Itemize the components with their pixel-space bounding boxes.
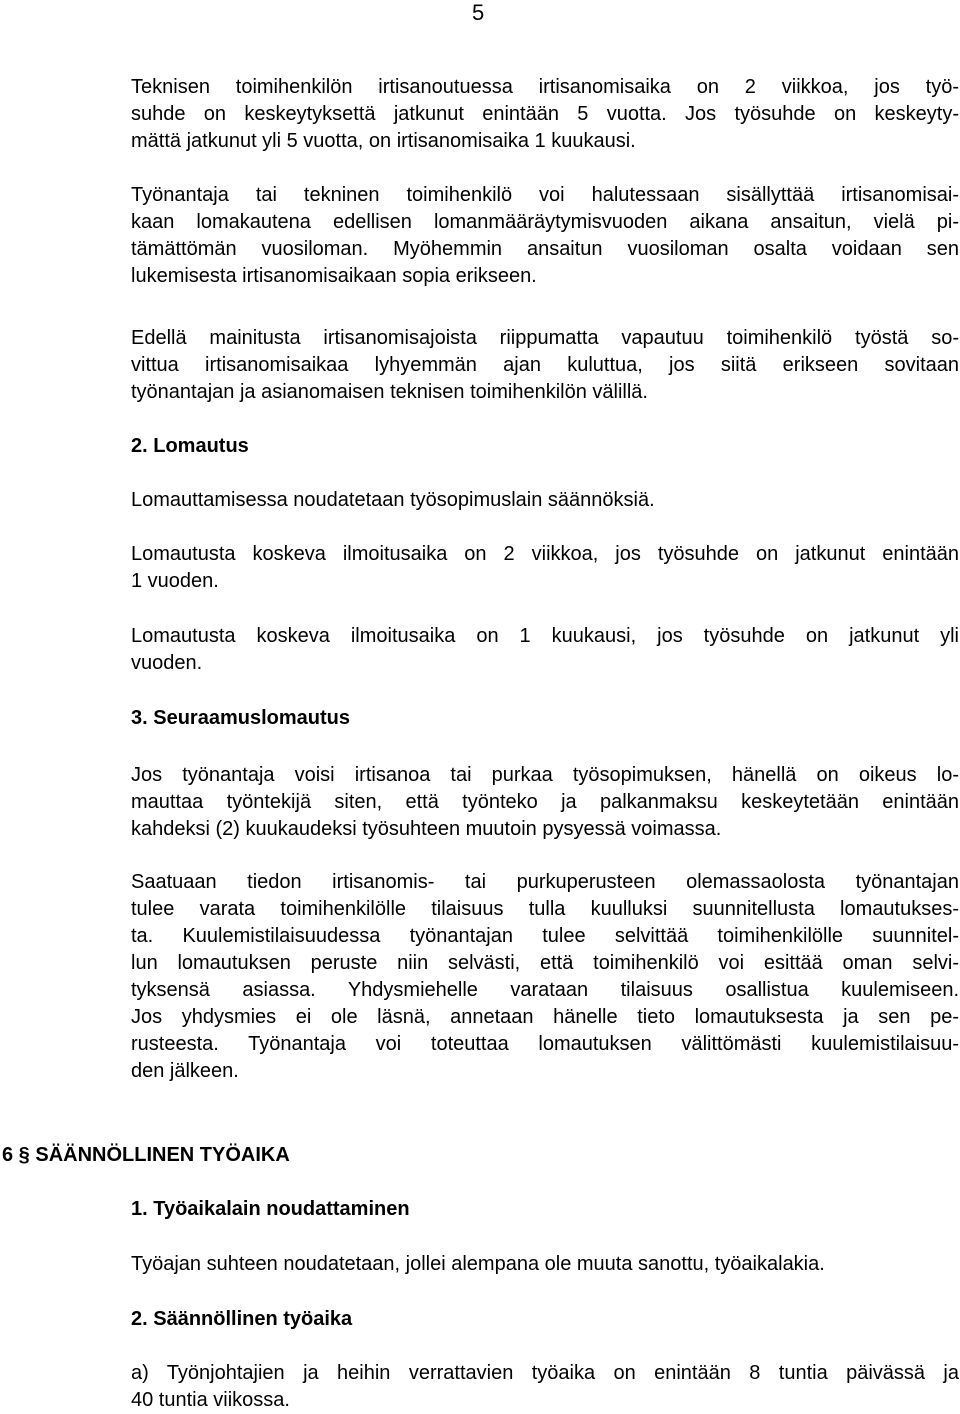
paragraph-hearing — [131, 869, 959, 1085]
paragraph-working-hours-act — [131, 1251, 959, 1278]
text-line: Saatuaan tiedon irtisanomis- tai purkuperusteen olemassaolosta työnantajan — [131, 871, 959, 893]
section-heading-6: 6 § SÄÄNNÖLLINEN TYÖAIKA — [2, 1144, 290, 1166]
text-line: mauttaa työntekijä siten, että työnteko ja palkanmaksu keskeytetään enintään — [131, 791, 959, 813]
page-number: 5 — [472, 0, 485, 25]
heading-tyoaikalain-noudattaminen: 1. Työaikalain noudattaminen — [131, 1198, 410, 1220]
text-line: lukemisesta irtisanomisaikaan sopia erikseen. — [131, 265, 537, 287]
text-line: Jos työnantaja voisi irtisanoa tai purkaa työsopimuksen, hänellä on oikeus lo- — [131, 764, 959, 786]
heading-lomautus: 2. Lomautus — [131, 435, 249, 457]
text-line: 1 vuoden. — [131, 570, 219, 592]
text-line: vittua irtisanomisaikaa lyhyemmän ajan kuluttua, jos siitä erikseen sovitaan — [131, 354, 959, 376]
text-line: a) Työnjohtajien ja heihin verrattavien työaika on enintään 8 tuntia päivässä ja — [131, 1362, 959, 1384]
text-line: Työajan suhteen noudatetaan, jollei alempana ole muuta sanottu, työaikalakia. — [131, 1253, 825, 1275]
text-line: den jälkeen. — [131, 1060, 239, 1082]
text-line: suhde on keskeytyksettä jatkunut enintään 5 vuotta. Jos työsuhde on keskeyty- — [131, 103, 959, 125]
text-line: Teknisen toimihenkilön irtisanoutuessa irtisanomisaika on 2 viikkoa, jos työ- — [131, 76, 959, 98]
text-line: tämättömän vuosiloman. Myöhemmin ansaitun vuosiloman osalta voidaan sen — [131, 238, 959, 260]
text-line: Lomautusta koskeva ilmoitusaika on 1 kuukausi, jos työsuhde on jatkunut yli — [131, 625, 959, 647]
paragraph-resignation-notice — [131, 74, 959, 155]
text-line: 40 tuntia viikossa. — [131, 1389, 290, 1411]
text-line: tyksensä asiassa. Yhdysmiehelle varataan tilaisuus osallistua kuulemiseen. — [131, 979, 959, 1001]
paragraph-sanction-layoff — [131, 762, 959, 843]
paragraph-layoff-law — [131, 487, 959, 514]
paragraph-holiday-inclusion — [131, 182, 959, 290]
text-line: rusteesta. Työnantaja voi toteuttaa lomautuksen välittömästi kuulemistilaisuu- — [131, 1033, 959, 1055]
paragraph-notice-1-month — [131, 623, 959, 677]
text-line: Lomautusta koskeva ilmoitusaika on 2 viikkoa, jos työsuhde on jatkunut enintään — [131, 543, 959, 565]
text-line: työnantajan ja asianomaisen teknisen toimihenkilön välillä. — [131, 381, 648, 403]
heading-saannollinen-tyoaika: 2. Säännöllinen työaika — [131, 1308, 353, 1330]
text-line: Jos yhdysmies ei ole läsnä, annetaan hänelle tieto lomautuksesta ja sen pe- — [131, 1006, 959, 1028]
heading-seuraamuslomautus: 3. Seuraamuslomautus — [131, 707, 350, 729]
text-line: kahdeksi (2) kuukaudeksi työsuhteen muutoin pysyessä voimassa. — [131, 818, 722, 840]
paragraph-supervisor-hours — [131, 1360, 959, 1414]
text-line: lun lomautuksen peruste niin selvästi, että toimihenkilö voi esittää oman selvi- — [131, 952, 959, 974]
text-line: Lomauttamisessa noudatetaan työsopimuslain säännöksiä. — [131, 489, 655, 511]
text-line: mättä jatkunut yli 5 vuotta, on irtisanomisaika 1 kuukausi. — [131, 130, 636, 152]
text-line: ta. Kuulemistilaisuudessa työnantajan tulee selvittää toimihenkilölle suunnitel- — [131, 925, 959, 947]
paragraph-notice-2-weeks — [131, 541, 959, 595]
text-line: Edellä mainitusta irtisanomisajoista riippumatta vapautuu toimihenkilö työstä so- — [131, 327, 959, 349]
paragraph-early-release — [131, 325, 959, 406]
text-line: kaan lomakautena edellisen lomanmääräytymisvuoden aikana ansaitun, vielä pi- — [131, 211, 959, 233]
text-line: tulee varata toimihenkilölle tilaisuus tulla kuulluksi suunnitellusta lomautukses- — [131, 898, 959, 920]
text-line: Työnantaja tai tekninen toimihenkilö voi halutessaan sisällyttää irtisanomisai- — [131, 184, 959, 206]
text-line: vuoden. — [131, 652, 203, 674]
